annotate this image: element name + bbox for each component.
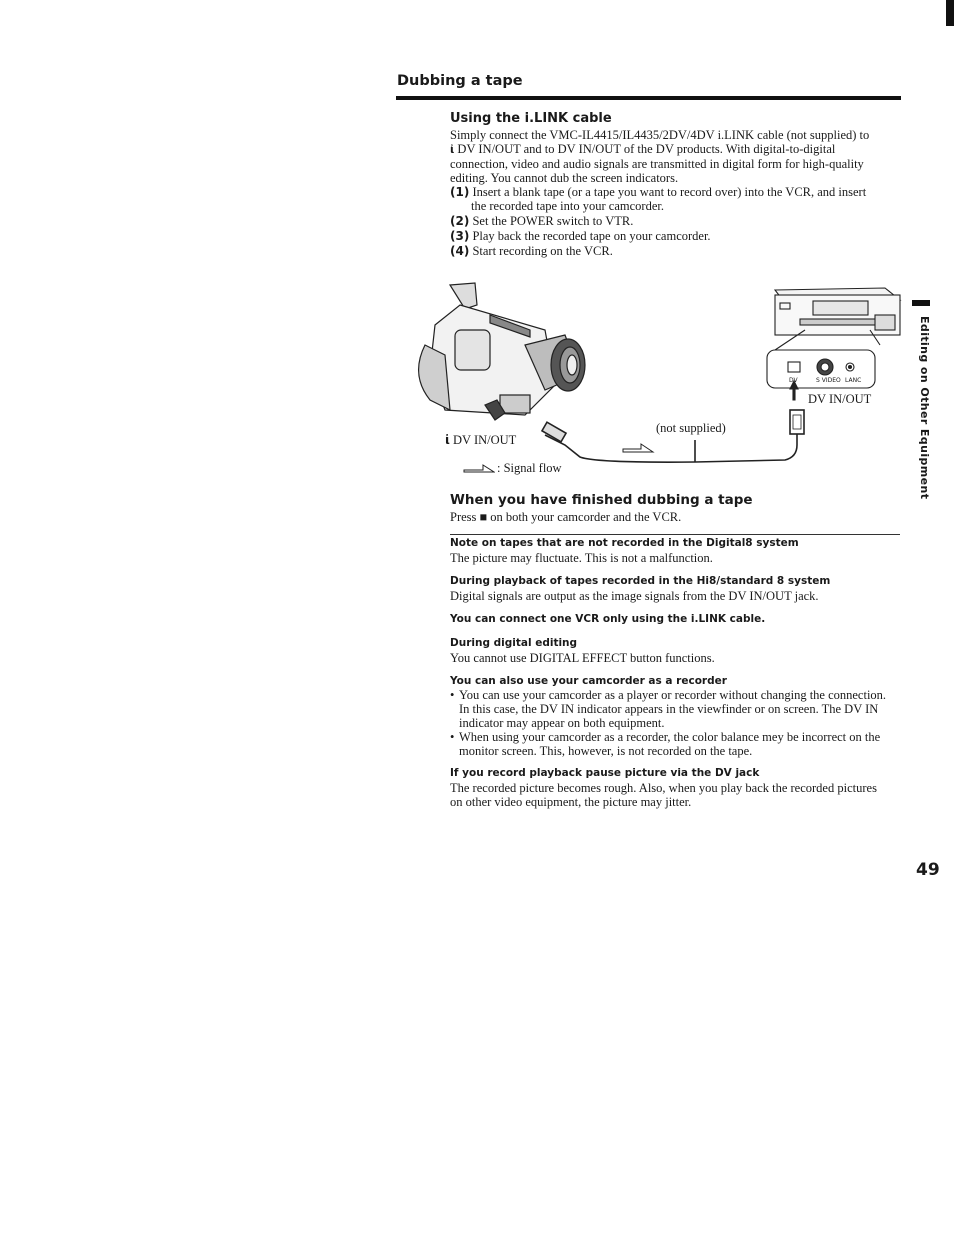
step-4: (4) Start recording on the VCR.	[450, 244, 613, 258]
camcorder-illustration	[419, 283, 585, 420]
camcorder-jack-label: ἰ DV IN/OUT	[445, 432, 517, 447]
note-heading-pause-picture: If you record playback pause picture via the DV jack	[450, 767, 760, 779]
cable-not-supplied-label: (not supplied)	[656, 421, 726, 435]
side-tab-marker	[912, 300, 930, 306]
vcr-panel-label-lanc: LANC	[845, 377, 862, 384]
signal-flow-legend: : Signal flow	[463, 461, 562, 476]
step-1: (1) Insert a blank tape (or a tape you want to record over) into the VCR, and insert the recorded tape into your camcorder.	[450, 185, 867, 213]
note-body-hi8: Digital signals are output as the image signals from the DV IN/OUT jack.	[450, 589, 819, 603]
intro-line: ἰ DV IN/OUT and to DV IN/OUT of the DV products. With digital-to-digital	[450, 142, 836, 156]
ilink-icon: ἰ	[450, 143, 455, 156]
finish-paragraph: Press ■ on both your camcorder and the VCR.	[450, 510, 682, 524]
connection-diagram	[405, 275, 905, 485]
intro-line: Simply connect the VMC-IL4415/IL4435/2DV/4DV i.LINK cable (not supplied) to	[450, 128, 870, 142]
notes-rule	[450, 534, 900, 535]
note-body-digital-editing: You cannot use DIGITAL EFFECT button functions.	[450, 651, 715, 665]
step-3: (3) Play back the recorded tape on your camcorder.	[450, 229, 711, 243]
note-heading-one-vcr: You can connect one VCR only using the i.LINK cable.	[450, 613, 766, 625]
signal-flow-legend-arrow	[463, 464, 495, 474]
page-number: 49	[916, 860, 940, 880]
note-bullet-recorder-1: • You can use your camcorder as a player or recorder without changing the connection. In this case, the DV IN indicator appears in the viewfinder or on screen. The DV IN indicator may appear on both equipment.	[450, 688, 887, 730]
ilink-subheading: Using the i.LINK cable	[450, 111, 612, 126]
note-heading-hi8: During playback of tapes recorded in the Hi8/standard 8 system	[450, 575, 831, 587]
section-heading: Dubbing a tape	[397, 73, 523, 89]
note-heading-recorder: You can also use your camcorder as a recorder	[450, 675, 727, 687]
note-heading-digital-editing: During digital editing	[450, 637, 578, 649]
note-bullet-recorder-2: • When using your camcorder as a recorder, the color balance mey be incorrect on the monitor screen. This, however, is not recorded on the tape.	[450, 730, 881, 758]
vcr-panel-label-dv: DV	[789, 377, 798, 384]
signal-flow-arrow	[623, 444, 653, 452]
vcr-jack-label: DV IN/OUT	[808, 392, 872, 406]
note-body-digital8: The picture may fluctuate. This is not a malfunction.	[450, 551, 713, 565]
corner-crop-mark	[946, 0, 954, 26]
vcr-panel-label-svideo: S VIDEO	[816, 377, 841, 384]
intro-line: editing. You cannot dub the screen indicators.	[450, 171, 679, 185]
note-heading-digital8: Note on tapes that are not recorded in the Digital8 system	[450, 537, 799, 549]
ilink-cable	[542, 410, 804, 462]
ilink-intro-paragraph	[450, 128, 900, 185]
finish-subheading: When you have finished dubbing a tape	[450, 492, 753, 508]
step-2: (2) Set the POWER switch to VTR.	[450, 214, 634, 228]
side-section-label: Editing on Other Equipment	[918, 316, 931, 500]
intro-line: connection, video and audio signals are transmitted in digital form for high-quality	[450, 157, 864, 171]
note-body-pause-picture: The recorded picture becomes rough. Also, when you play back the recorded pictures on other video equipment, the picture may jitter.	[450, 781, 877, 809]
heading-rule	[396, 96, 901, 100]
ilink-icon: ἰ	[445, 432, 450, 447]
